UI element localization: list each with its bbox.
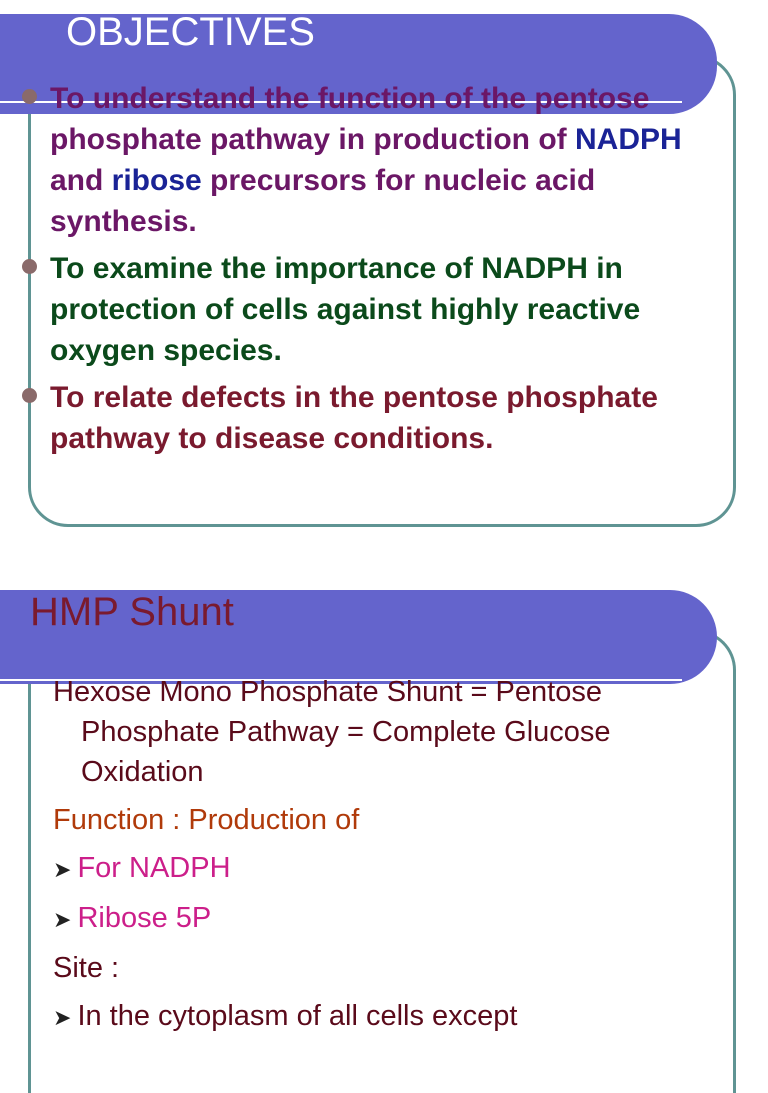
site-label: Site : [53,952,120,984]
nadph-highlight: NADPH [575,123,682,156]
hmp-shunt-slide [0,580,768,1032]
function-label: Function : Production of [53,804,360,836]
function-item: ➤ For NADPH [53,852,231,884]
bullet-dot-icon [22,388,37,403]
site-item: ➤ In the cytoplasm of all cells except [53,1000,518,1032]
bullet-dot-icon [22,259,37,274]
arrow-bullet-icon: ➤ [53,1005,72,1030]
arrow-bullet-icon: ➤ [53,907,72,932]
objectives-list [22,78,722,459]
definition-text: Hexose Mono Phosphate Shunt = Pentose Phosphate Pathway = Complete Glucose Oxidation [53,676,611,788]
arrow-bullet-icon: ➤ [53,857,72,882]
bullet-dot-icon [22,89,37,104]
slide-title: OBJECTIVES [66,10,315,54]
objective-item: To relate defects in the pentose phosphate pathway to disease conditions. [22,377,722,459]
ribose-highlight: ribose [111,164,202,197]
slide-body [53,672,743,1038]
slide-title: HMP Shunt [30,590,234,634]
objective-item: To examine the importance of NADPH in protection of cells against highly reactive oxygen species. [22,248,722,371]
function-item: ➤ Ribose 5P [53,902,212,934]
objective-item: To understand the function of the pentose phosphate pathway in production of NADPH and ribose precursors for nucleic acid synthesis. [22,78,722,242]
